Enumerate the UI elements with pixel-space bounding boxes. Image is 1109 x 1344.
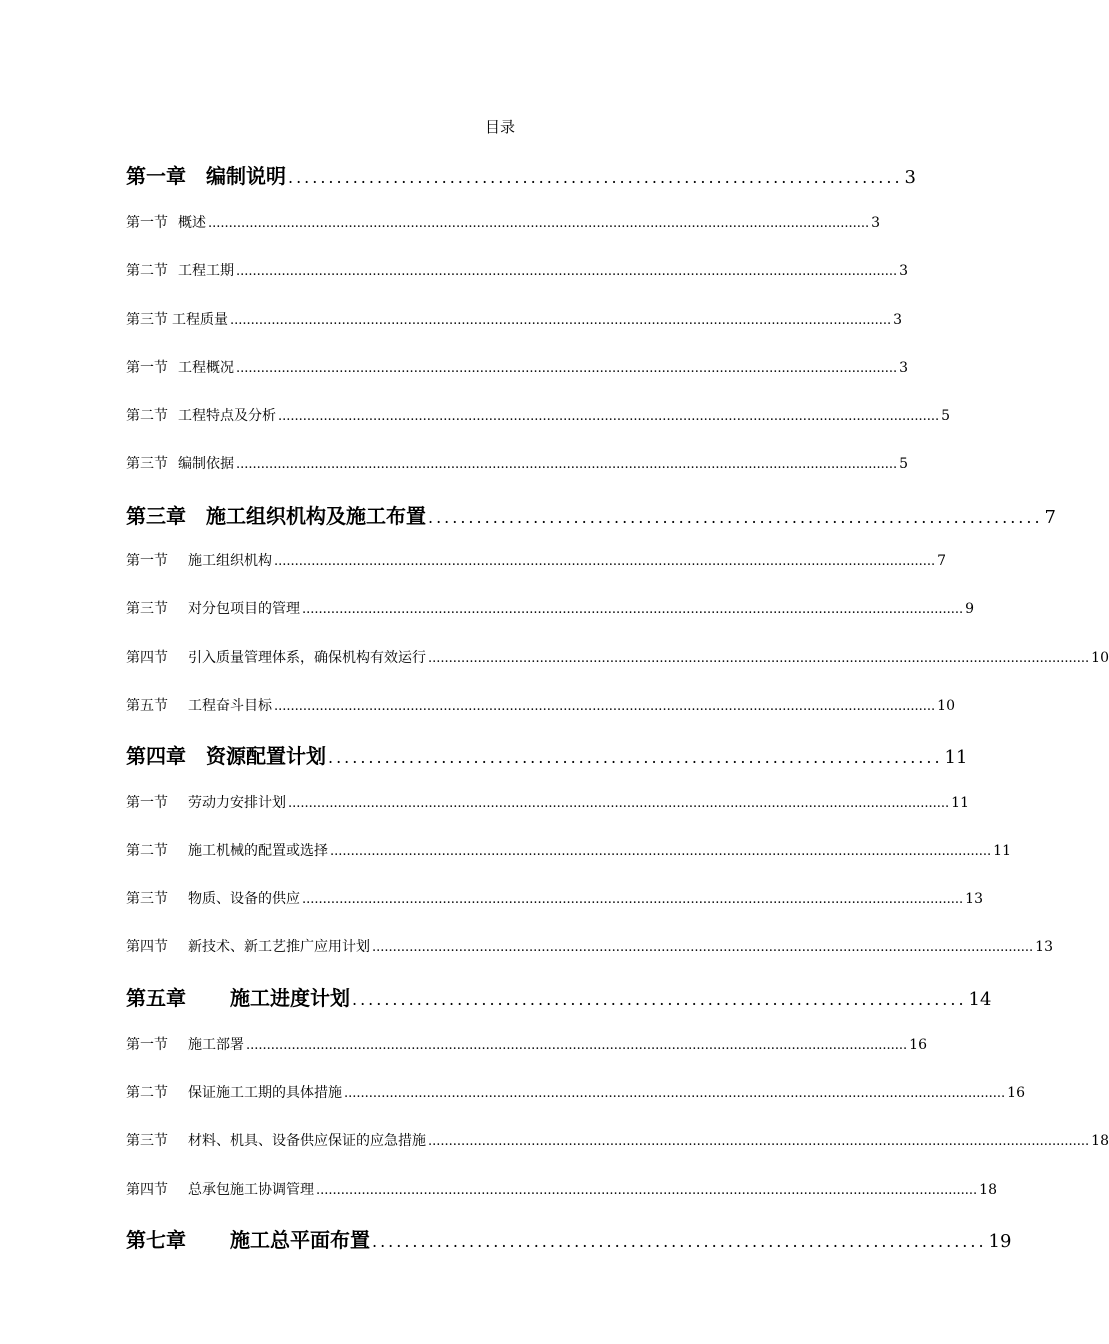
toc-chapter[interactable] xyxy=(126,982,992,1011)
dot-leader: ............................................................................ xyxy=(288,168,903,187)
section-title: 编制依据 xyxy=(178,456,234,472)
section-title: 工程概况 xyxy=(178,360,234,376)
toc-section[interactable] xyxy=(126,453,909,473)
dot-leader: ................................................................................................................................................................ xyxy=(236,457,898,472)
chapter-number: 第四章 xyxy=(126,744,186,768)
section-number: 第三节 xyxy=(126,1133,168,1149)
dot-leader: ................................................................................................................................................................ xyxy=(236,264,898,279)
toc-section[interactable] xyxy=(126,212,881,232)
section-title: 工程工期 xyxy=(178,263,234,279)
section-number: 第一节 xyxy=(126,795,168,811)
page-number: 10 xyxy=(937,698,955,714)
toc-section[interactable] xyxy=(126,647,1109,667)
page-number: 11 xyxy=(944,747,968,768)
dot-leader: ................................................................................................................................................................ xyxy=(278,409,940,424)
page-number: 7 xyxy=(937,553,947,569)
dot-leader: ................................................................................................................................................................ xyxy=(372,940,1034,955)
page-number: 3 xyxy=(871,215,881,231)
page-number: 13 xyxy=(1035,939,1053,955)
section-number: 第一节 xyxy=(126,360,168,376)
section-title: 材料、机具、设备供应保证的应急措施 xyxy=(188,1133,426,1149)
page-number: 7 xyxy=(1044,507,1056,528)
dot-leader: ................................................................................................................................................................ xyxy=(208,216,870,231)
page-number: 14 xyxy=(968,989,992,1010)
dot-leader: ................................................................................................................................................................ xyxy=(302,602,964,617)
page-number: 19 xyxy=(988,1231,1012,1252)
chapter-title: 施工组织机构及施工布置 xyxy=(206,504,426,528)
section-number: 第三节 xyxy=(126,601,168,617)
section-title: 物质、设备的供应 xyxy=(188,891,300,907)
section-number: 第三节 xyxy=(126,456,168,472)
page-number: 9 xyxy=(965,601,975,617)
toc-section[interactable] xyxy=(126,309,903,329)
dot-leader: ................................................................................................................................................................ xyxy=(428,651,1090,666)
toc-section[interactable] xyxy=(126,405,951,425)
toc-section[interactable] xyxy=(126,840,1011,860)
section-number: 第四节 xyxy=(126,650,168,666)
section-title: 施工组织机构 xyxy=(188,553,272,569)
dot-leader: ................................................................................................................................................................ xyxy=(288,796,950,811)
section-number: 第二节 xyxy=(126,263,168,279)
page-number: 5 xyxy=(941,408,951,424)
toc-section[interactable] xyxy=(126,888,983,908)
toc-section[interactable] xyxy=(126,260,909,280)
section-title: 工程奋斗目标 xyxy=(188,698,272,714)
dot-leader: ............................................................................ xyxy=(352,990,967,1009)
section-number: 第二节 xyxy=(126,843,168,859)
toc-chapter[interactable] xyxy=(126,160,916,189)
section-title: 对分包项目的管理 xyxy=(188,601,300,617)
dot-leader: ............................................................................ xyxy=(428,508,1043,527)
toc-section[interactable] xyxy=(126,936,1053,956)
page-number: 5 xyxy=(899,456,909,472)
toc-section[interactable] xyxy=(126,695,955,715)
section-title: 工程特点及分析 xyxy=(178,408,276,424)
page-number: 13 xyxy=(965,891,983,907)
toc-section[interactable] xyxy=(126,1179,997,1199)
section-number: 第四节 xyxy=(126,1182,168,1198)
dot-leader: ............................................................................ xyxy=(328,748,943,767)
dot-leader: ................................................................................................................................................................ xyxy=(428,1134,1090,1149)
chapter-title: 施工进度计划 xyxy=(230,986,350,1010)
section-number: 第三节 xyxy=(126,891,168,907)
toc-section[interactable] xyxy=(126,1082,1025,1102)
section-title: 施工部署 xyxy=(188,1037,244,1053)
toc-section[interactable] xyxy=(126,792,969,812)
page-number: 16 xyxy=(909,1037,927,1053)
dot-leader: ................................................................................................................................................................ xyxy=(330,844,992,859)
toc-section[interactable] xyxy=(126,598,975,618)
page-number: 11 xyxy=(951,795,969,811)
section-number: 第二节 xyxy=(126,1085,168,1101)
dot-leader: ................................................................................................................................................................ xyxy=(230,313,892,328)
section-title: 引入质量管理体系，确保机构有效运行 xyxy=(188,650,426,666)
page-number: 11 xyxy=(993,843,1011,859)
page-number: 3 xyxy=(904,167,916,188)
section-number: 第四节 xyxy=(126,939,168,955)
chapter-title: 资源配置计划 xyxy=(206,744,326,768)
section-number: 第三节 xyxy=(126,312,168,328)
toc-title: 目录 xyxy=(484,118,515,136)
chapter-number: 第一章 xyxy=(126,164,186,188)
dot-leader: ................................................................................................................................................................ xyxy=(246,1038,908,1053)
chapter-title: 编制说明 xyxy=(206,164,286,188)
toc-section[interactable] xyxy=(126,1034,927,1054)
page-number: 18 xyxy=(1091,1133,1109,1149)
toc-section[interactable] xyxy=(126,357,909,377)
toc-chapter[interactable] xyxy=(126,1224,1012,1253)
page-number: 3 xyxy=(899,360,909,376)
dot-leader: ................................................................................................................................................................ xyxy=(274,699,936,714)
section-title: 工程质量 xyxy=(172,312,228,328)
toc-section[interactable] xyxy=(126,550,947,570)
page-number: 3 xyxy=(899,263,909,279)
toc-section[interactable] xyxy=(126,1130,1109,1150)
chapter-number: 第三章 xyxy=(126,504,186,528)
chapter-title: 施工总平面布置 xyxy=(230,1228,370,1252)
section-number: 第二节 xyxy=(126,408,168,424)
section-title: 施工机械的配置或选择 xyxy=(188,843,328,859)
section-number: 第一节 xyxy=(126,1037,168,1053)
section-title: 总承包施工协调管理 xyxy=(188,1182,314,1198)
dot-leader: ................................................................................................................................................................ xyxy=(236,361,898,376)
section-number: 第五节 xyxy=(126,698,168,714)
chapter-number: 第五章 xyxy=(126,986,186,1010)
toc-chapter[interactable] xyxy=(126,740,968,769)
page-number: 18 xyxy=(979,1182,997,1198)
section-number: 第一节 xyxy=(126,215,168,231)
dot-leader: ............................................................................ xyxy=(372,1232,987,1251)
chapter-number: 第七章 xyxy=(126,1228,186,1252)
section-title: 劳动力安排计划 xyxy=(188,795,286,811)
page-number: 16 xyxy=(1007,1085,1025,1101)
toc-chapter[interactable] xyxy=(126,500,1056,529)
section-number: 第一节 xyxy=(126,553,168,569)
dot-leader: ................................................................................................................................................................ xyxy=(316,1183,978,1198)
dot-leader: ................................................................................................................................................................ xyxy=(344,1086,1006,1101)
section-title: 新技术、新工艺推广应用计划 xyxy=(188,939,370,955)
section-title: 概述 xyxy=(178,215,206,231)
dot-leader: ................................................................................................................................................................ xyxy=(302,892,964,907)
dot-leader: ................................................................................................................................................................ xyxy=(274,554,936,569)
page-number: 3 xyxy=(893,312,903,328)
page-number: 10 xyxy=(1091,650,1109,666)
section-title: 保证施工工期的具体措施 xyxy=(188,1085,342,1101)
